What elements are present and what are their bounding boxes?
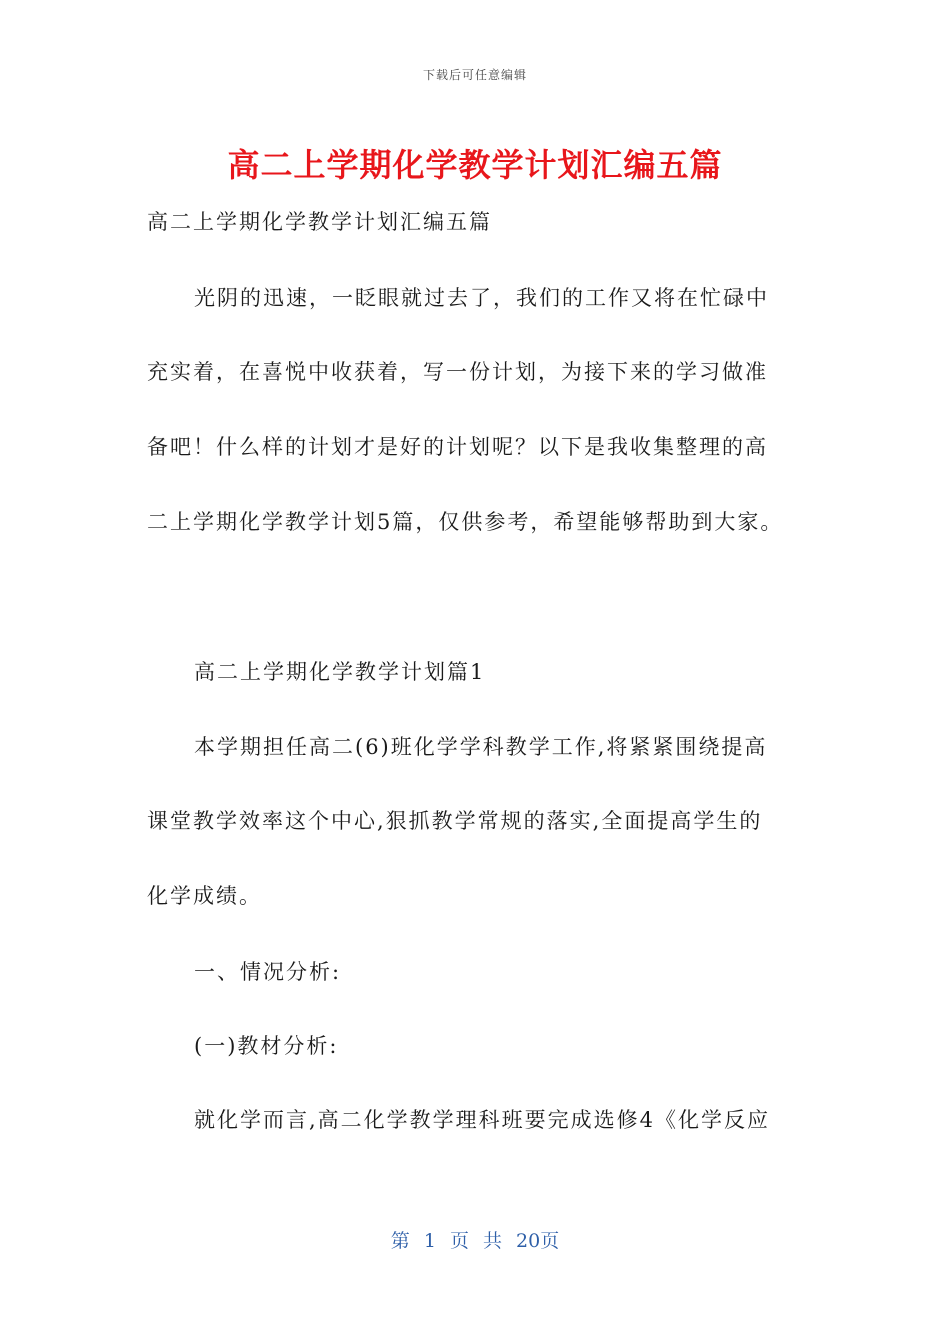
paragraph-line: 课堂教学效率这个中心,狠抓教学常规的落实,全面提高学生的 (147, 809, 763, 833)
document-title: 高二上学期化学教学计划汇编五篇 (227, 146, 723, 184)
paragraph-2-line: 就化学而言,高二化学教学理科班要完成选修4《化学反应 (194, 1108, 771, 1132)
intro-line: 充实着，在喜悦中收获着，写一份计划，为接下来的学习做准 (147, 360, 768, 384)
section-heading: 高二上学期化学教学计划篇1 (194, 660, 486, 684)
document-subtitle: 高二上学期化学教学计划汇编五篇 (147, 210, 492, 234)
heading-textbook-analysis: (一)教材分析: (194, 1034, 339, 1058)
paragraph-line: 化学成绩。 (147, 884, 262, 908)
intro-line: 光阴的迅速，一眨眼就过去了，我们的工作又将在忙碌中 (194, 286, 769, 310)
page-indicator: 第 1 页 共 20页 (390, 1230, 560, 1252)
paragraph-line: 本学期担任高二(6)班化学学科教学工作,将紧紧围绕提高 (194, 735, 768, 759)
intro-line: 二上学期化学教学计划5篇，仅供参考，希望能够帮助到大家。 (147, 510, 784, 534)
intro-line: 备吧！什么样的计划才是好的计划呢？以下是我收集整理的高 (147, 435, 768, 459)
page-header-note: 下载后可任意编辑 (422, 68, 527, 82)
heading-situation-analysis: 一、情况分析: (194, 960, 342, 984)
